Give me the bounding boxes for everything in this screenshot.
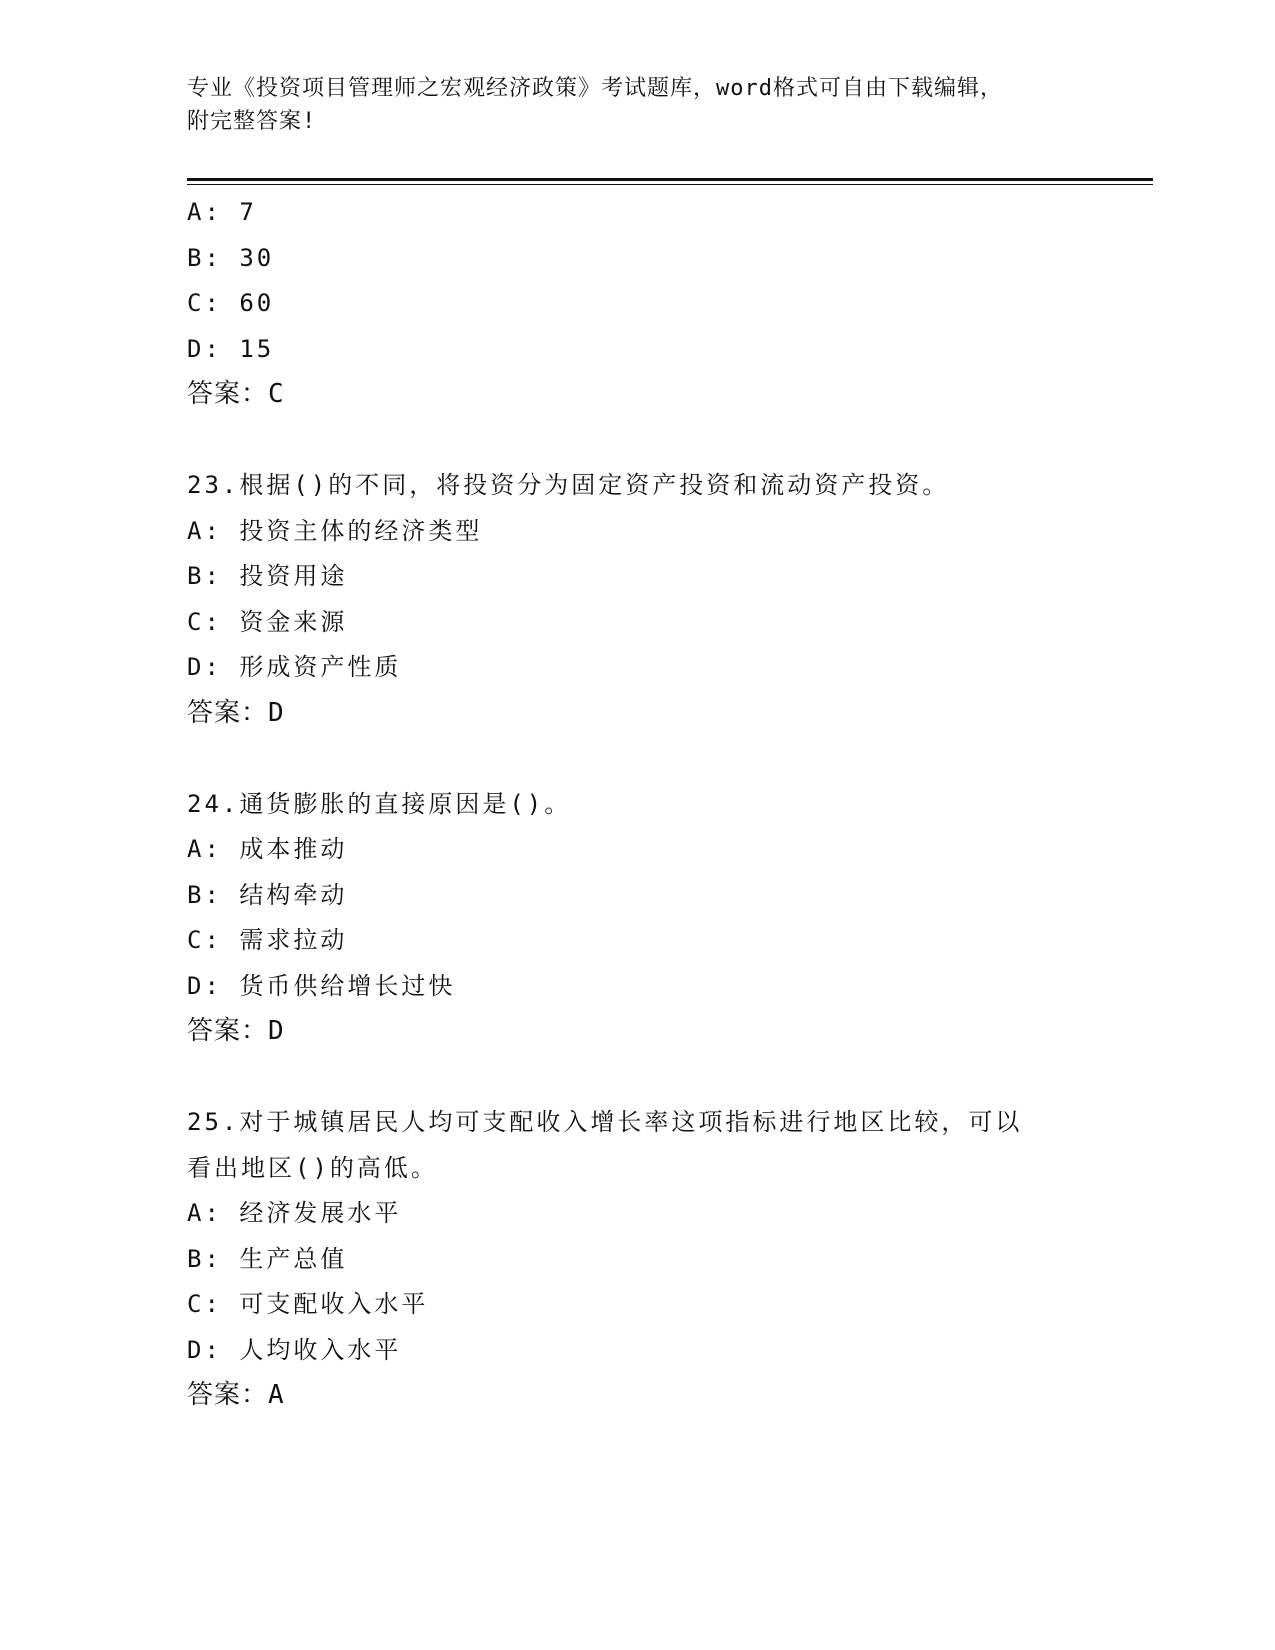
option-d: D: 货币供给增长过快 bbox=[187, 971, 456, 1000]
option-d: D: 形成资产性质 bbox=[187, 653, 402, 681]
option-c: C: 60 bbox=[187, 289, 275, 317]
document-header bbox=[187, 72, 1087, 138]
option-c: C: 需求拉动 bbox=[187, 926, 348, 954]
header-line-2: 附完整答案! bbox=[187, 109, 317, 134]
option-d: D: 15 bbox=[187, 334, 275, 363]
header-divider-thin bbox=[187, 184, 1153, 185]
option-a: A: 投资主体的经济类型 bbox=[187, 516, 483, 545]
question-text: 24.通货膨胀的直接原因是()。 bbox=[187, 789, 572, 818]
question-list bbox=[187, 190, 1137, 1419]
option-b: B: 生产总值 bbox=[187, 1244, 348, 1273]
answer: 答案：C bbox=[187, 379, 285, 409]
answer: 答案：D bbox=[187, 697, 285, 728]
question-text-line-2: 看出地区()的高低。 bbox=[187, 1153, 438, 1182]
spacer bbox=[187, 418, 1137, 464]
header-line-1: 专业《投资项目管理师之宏观经济政策》考试题库，word格式可自由下载编辑， bbox=[187, 76, 1003, 101]
option-a: A: 成本推动 bbox=[187, 835, 348, 863]
question-25 bbox=[187, 1100, 1137, 1419]
option-c: C: 资金来源 bbox=[187, 607, 348, 636]
question-text-line-1: 25.对于城镇居民人均可支配收入增长率这项指标进行地区比较，可以 bbox=[187, 1108, 1023, 1136]
option-b: B: 30 bbox=[187, 243, 275, 272]
option-a: A: 经济发展水平 bbox=[187, 1199, 402, 1227]
option-d: D: 人均收入水平 bbox=[187, 1335, 402, 1364]
answer: 答案：A bbox=[187, 1380, 285, 1410]
spacer bbox=[187, 736, 1137, 782]
option-c: C: 可支配收入水平 bbox=[187, 1290, 429, 1318]
answer: 答案：D bbox=[187, 1016, 285, 1046]
question-22 bbox=[187, 190, 1137, 418]
question-23 bbox=[187, 463, 1137, 736]
header-divider-thick bbox=[187, 178, 1153, 181]
option-b: B: 结构牵动 bbox=[187, 880, 348, 909]
question-24 bbox=[187, 782, 1137, 1055]
question-text: 23.根据()的不同，将投资分为固定资产投资和流动资产投资。 bbox=[187, 471, 950, 499]
spacer bbox=[187, 1055, 1137, 1101]
option-a: A: 7 bbox=[187, 198, 257, 226]
option-b: B: 投资用途 bbox=[187, 562, 348, 590]
